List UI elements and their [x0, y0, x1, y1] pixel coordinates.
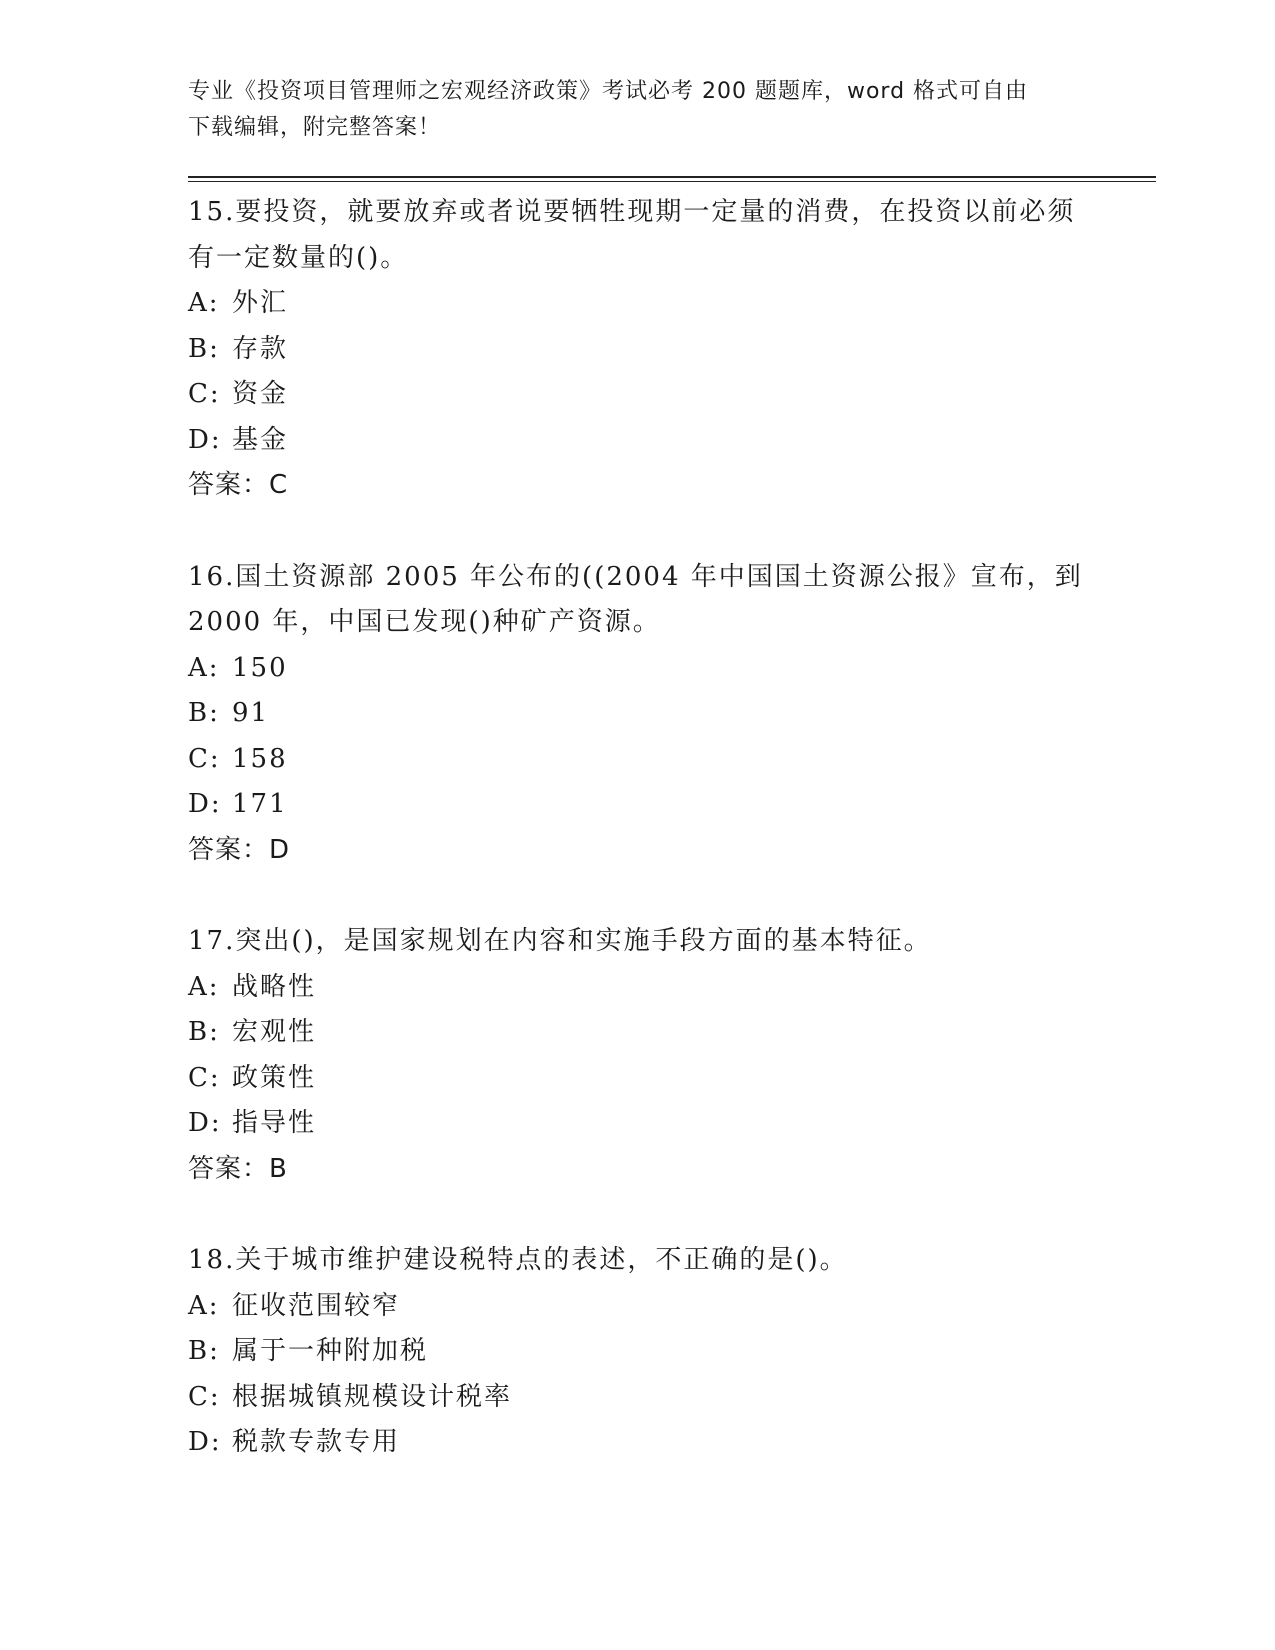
option-text: 171	[232, 789, 288, 819]
answer-line: 答案：B	[188, 1153, 288, 1184]
answer-line: 答案：C	[188, 470, 289, 500]
answer-line: 答案：D	[188, 834, 291, 865]
option-d	[188, 1101, 1088, 1147]
question-15	[188, 190, 1088, 509]
header-divider-thick	[188, 176, 1156, 178]
option-label: B:	[188, 1336, 220, 1366]
option-text: 158	[232, 743, 288, 774]
option-a	[188, 281, 1088, 327]
option-text: 征收范围较窄	[232, 1290, 401, 1321]
question-list	[188, 190, 1088, 1512]
option-text: 外汇	[232, 288, 289, 318]
question-16	[188, 555, 1088, 874]
question-text: 15.要投资，就要放弃或者说要牺牲现期一定量的消费，在投资以前必须有一定数量的()。	[188, 197, 1076, 273]
option-c	[188, 1056, 1088, 1102]
option-text: 150	[232, 652, 288, 683]
option-b	[188, 327, 1088, 373]
option-text: 基金	[232, 424, 289, 455]
option-c	[188, 737, 1088, 783]
option-a	[188, 965, 1088, 1011]
question-text: 17.突出()，是国家规划在内容和实施手段方面的基本特征。	[188, 926, 932, 956]
option-text: 宏观性	[232, 1017, 317, 1047]
option-b	[188, 1010, 1088, 1056]
option-label: D:	[188, 789, 222, 819]
option-label: D:	[188, 424, 222, 455]
option-label: A:	[188, 288, 220, 318]
option-text: 存款	[232, 333, 289, 364]
option-b	[188, 691, 1088, 737]
option-text: 战略性	[232, 971, 317, 1002]
option-text: 政策性	[232, 1062, 317, 1093]
option-d	[188, 1420, 1088, 1466]
option-label: C:	[188, 743, 221, 774]
document-header	[188, 74, 1068, 146]
option-label: B:	[188, 1017, 220, 1047]
option-a	[188, 1284, 1088, 1330]
option-text: 税款专款专用	[232, 1427, 401, 1457]
option-label: D:	[188, 1427, 222, 1457]
option-label: A:	[188, 971, 220, 1002]
header-title-line-1: 专业《投资项目管理师之宏观经济政策》考试必考 200 题题库，word 格式可自由	[188, 79, 1029, 104]
question-text: 16.国土资源部 2005 年公布的((2004 年中国国土资源公报》宣布，到 2000 年，中国已发现()种矿产资源。	[188, 561, 1083, 637]
header-divider-thin	[188, 181, 1156, 182]
option-label: A:	[188, 652, 220, 683]
option-text: 资金	[232, 379, 289, 409]
option-label: D:	[188, 1108, 222, 1138]
option-label: B:	[188, 698, 220, 728]
question-text: 18.关于城市维护建设税特点的表述，不正确的是()。	[188, 1245, 848, 1275]
question-18	[188, 1238, 1088, 1466]
option-c	[188, 1375, 1088, 1421]
option-label: A:	[188, 1290, 220, 1321]
question-17	[188, 919, 1088, 1192]
option-text: 属于一种附加税	[232, 1336, 429, 1366]
option-text: 91	[232, 698, 270, 728]
option-c	[188, 372, 1088, 418]
option-a	[188, 646, 1088, 692]
option-label: B:	[188, 333, 220, 364]
option-text: 指导性	[232, 1108, 317, 1138]
option-b	[188, 1329, 1088, 1375]
option-label: C:	[188, 1062, 221, 1093]
option-label: C:	[188, 379, 221, 409]
option-d	[188, 418, 1088, 464]
option-text: 根据城镇规模设计税率	[232, 1381, 513, 1412]
header-title-line-2: 下载编辑，附完整答案！	[188, 115, 442, 140]
option-d	[188, 782, 1088, 828]
option-label: C:	[188, 1381, 221, 1412]
